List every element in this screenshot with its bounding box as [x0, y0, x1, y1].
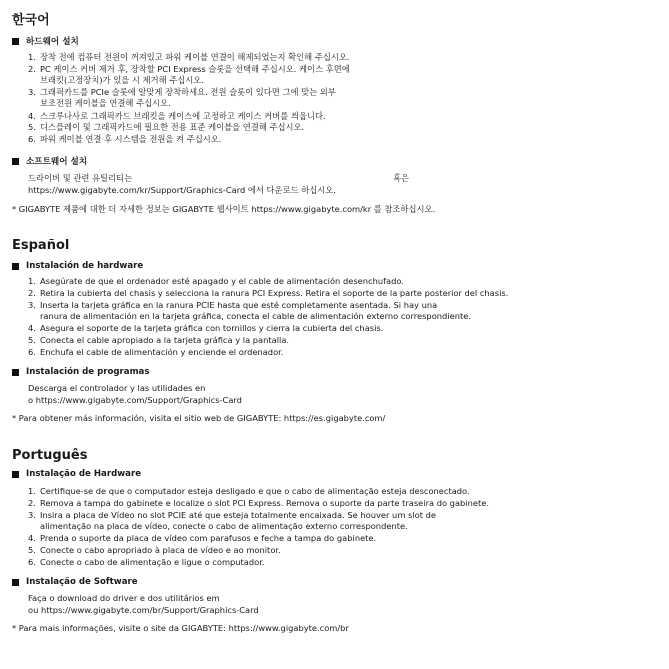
- portuguese-step: 5. Conecte o cabo apropriado à placa de vídeo e ao monitor.: [28, 545, 281, 555]
- portuguese-step: 2. Remova a tampa do gabinete e localize o slot PCI Express. Remova o suporte da parte traseira do gabinete.: [28, 498, 489, 508]
- bullet-square-icon: [12, 369, 19, 376]
- spanish-note: * Para obtener más información, visita el sitio web de GIGABYTE: https://es.gigabyte.com/: [12, 413, 386, 423]
- spanish-step: 2. Retira la cubierta del chasis y selecciona la ranura PCI Express. Retira el soporte de la parte posterior del chasis.: [28, 288, 509, 298]
- korean-step-cont: 보조전원 케이블을 연결해 주십시오.: [40, 98, 171, 108]
- portuguese-software-line: Faça o download do driver e dos utilitários em: [28, 593, 220, 603]
- korean-software-or: 혹은: [393, 173, 410, 183]
- korean-step: 5. 디스플레이 및 그래픽카드에 필요한 전용 표준 케이블을 연결해 주십시오.: [28, 122, 305, 132]
- bullet-square-icon: [12, 38, 19, 45]
- heading-text: Instalación de hardware: [26, 261, 144, 271]
- portuguese-step: 3. Insira a placa de Vídeo no slot PCIE até que esteja totalmente encaixada. Se houver um slot de: [28, 510, 437, 520]
- portuguese-software-link-line[interactable]: ou https://www.gigabyte.com/br/Support/Graphics-Card: [28, 605, 259, 615]
- korean-step: 6. 파워 케이블 연결 후 시스템을 전원을 켜 주십시오.: [28, 134, 222, 144]
- spanish-title: Español: [12, 238, 70, 253]
- spanish-step-cont: ranura de alimentación en la tarjeta gráfica, conecta el cable de alimentación externo correspondiente.: [40, 311, 471, 321]
- spanish-software-link-line[interactable]: o https://www.gigabyte.com/Support/Graphics-Card: [28, 395, 242, 405]
- heading-text: Instalação de Hardware: [26, 469, 142, 479]
- heading-text: Instalação de Software: [26, 577, 138, 587]
- spanish-software-line: Descarga el controlador y las utilidades en: [28, 383, 206, 393]
- korean-step: 1. 장착 전에 컴퓨터 전원이 꺼져있고 파워 케이블 연결이 해제되었는지 확인해 주십시오.: [28, 52, 350, 62]
- korean-hardware-heading: [12, 35, 79, 47]
- spanish-step: 4. Asegura el soporte de la tarjeta gráfica con tornillos y cierra la cubierta del chasis.: [28, 323, 384, 333]
- heading-text: 소프트웨어 설치: [26, 157, 88, 167]
- korean-step-cont: 브래킷(고정장치)가 있을 시 제거해 주십시오.: [40, 75, 204, 85]
- spanish-software-heading: [12, 367, 149, 377]
- portuguese-note: * Para mais informações, visite o site da GIGABYTE: https://www.gigabyte.com/br: [12, 623, 349, 633]
- portuguese-software-heading: [12, 577, 138, 587]
- bullet-square-icon: [12, 471, 19, 478]
- heading-text: 하드웨어 설치: [26, 37, 79, 47]
- portuguese-hardware-heading: [12, 469, 141, 479]
- bullet-square-icon: [12, 158, 19, 165]
- korean-step: 2. PC 케이스 커버 제거 후, 장착할 PCI Express 슬롯을 선택해 주십시오. 케이스 후면에: [28, 64, 350, 74]
- portuguese-title: Português: [12, 448, 88, 463]
- korean-software-link-line[interactable]: https://www.gigabyte.com/kr/Support/Graphics-Card 에서 다운로드 하십시오.: [28, 185, 336, 195]
- spanish-step: 5. Conecta el cable apropiado a la tarjeta gráfica y la pantalla.: [28, 335, 290, 345]
- bullet-square-icon: [12, 579, 19, 586]
- portuguese-step-cont: alimentação na placa de vídeo, conecte o cabo de alimentação externo correspondente.: [40, 521, 408, 531]
- bullet-square-icon: [12, 263, 19, 270]
- portuguese-step: 4. Prenda o suporte da placa de vídeo com parafusos e feche a tampa do gabinete.: [28, 533, 377, 543]
- korean-title: 한국어: [12, 13, 50, 28]
- spanish-step: 6. Enchufa el cable de alimentación y enciende el ordenador.: [28, 347, 284, 357]
- spanish-step: 3. Inserta la tarjeta gráfica en la ranura PCIE hasta que esté completamente asentada. Si hay una: [28, 300, 438, 310]
- spanish-step: 1. Asegúrate de que el ordenador esté apagado y el cable de alimentación desenchufado.: [28, 276, 404, 286]
- korean-software-heading: [12, 155, 87, 167]
- korean-step: 3. 그래픽카드를 PCIe 슬롯에 알맞게 장착하세요. 전원 슬롯이 있다면 그에 맞는 외부: [28, 87, 336, 97]
- portuguese-step: 1. Certifique-se de que o computador esteja desligado e que o cabo de alimentação esteja desconectado.: [28, 486, 470, 496]
- heading-text: Instalación de programas: [26, 367, 150, 377]
- portuguese-step: 6. Conecte o cabo de alimentação e ligue o computador.: [28, 557, 265, 567]
- spanish-hardware-heading: [12, 261, 143, 271]
- korean-note: * GIGABYTE 제품에 대한 더 자세한 정보는 GIGABYTE 웹사이트 https://www.gigabyte.com/kr 를 참조하십시오.: [12, 204, 436, 214]
- korean-software-line: 드라이버 및 관련 유틸리티는: [28, 173, 133, 183]
- korean-step: 4. 스크루나사로 그래픽카드 브래킷을 케이스에 고정하고 케이스 커버를 씌웁니다.: [28, 111, 326, 121]
